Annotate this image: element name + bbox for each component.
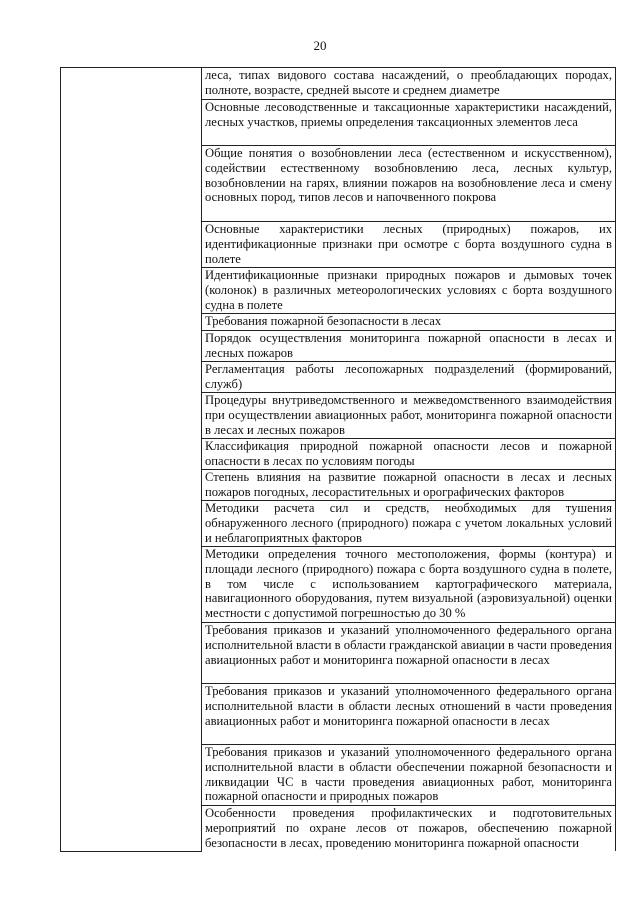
table-cell: леса, типах видового состава насаждений, о преобладающих породах, полноте, возрасте, средней высоте и среднем диаметре [202, 68, 616, 100]
table-cell: Общие понятия о возобновлении леса (естественном и искусственном), содействии естественному возобновлению леса, лесных культур, возобновлении на гарях, влиянии пожаров на возобновление леса и смену основных пород, типов лесов и напочвенного покрова [202, 146, 616, 222]
table-cell: Основные лесоводственные и таксационные характеристики насаждений, лесных участков, приемы определения таксационных элементов леса [202, 100, 616, 146]
table-cell: Идентификационные признаки природных пожаров и дымовых точек (колонок) в различных метеорологических условиях с борта воздушного судна в полете [202, 268, 616, 314]
table-cell: Степень влияния на развитие пожарной опасности в лесах и лесных пожаров погодных, лесорастительных и орографических факторов [202, 470, 616, 501]
table-cell: Основные характеристики лесных (природных) пожаров, их идентификационные признаки при осмотре с борта воздушного судна в полете [202, 222, 616, 268]
left-column-cell [61, 68, 202, 852]
table-cell: Классификация природной пожарной опасности лесов и пожарной опасности в лесах по условиям погоды [202, 439, 616, 470]
table-cell: Особенности проведения профилактических и подготовительных мероприятий по охране лесов от пожаров, обеспечению пожарной безопасности в лесах, проведению мониторинга пожарной опасности [202, 806, 616, 852]
requirements-table [60, 67, 616, 852]
table-cell: Методики определения точного местоположения, формы (контура) и площади лесного (природного) пожара с борта воздушного судна в полете, в том числе с использованием картографического материала, навигационного оборудования, путем визуальной (аэровизуальной) оценки местности с допустимой погрешностью до 30 % [202, 547, 616, 623]
page-number: 20 [313, 38, 327, 53]
table-cell: Требования приказов и указаний уполномоченного федерального органа исполнительной власти в области гражданской авиации в части проведения авиационных работ и мониторинга пожарной опасности в лесах [202, 623, 616, 684]
table-cell: Порядок осуществления мониторинга пожарной опасности в лесах и лесных пожаров [202, 331, 616, 362]
table-cell: Процедуры внутриведомственного и межведомственного взаимодействия при осуществлении авиационных работ, мониторинга пожарной опасности в лесах и лесных пожаров [202, 393, 616, 439]
table-row [61, 68, 616, 100]
table-cell: Регламентация работы лесопожарных подразделений (формирований, служб) [202, 362, 616, 393]
table-cell: Требования приказов и указаний уполномоченного федерального органа исполнительной власти в области обеспечении пожарной безопасности и ликвидации ЧС в части проведения авиационных работ, мониторинга пожарной опасности и природных пожаров [202, 745, 616, 806]
table-cell: Требования приказов и указаний уполномоченного федерального органа исполнительной власти в области лесных отношений в части проведения авиационных работ и мониторинга пожарной опасности в лесах [202, 684, 616, 745]
table-cell: Методики расчета сил и средств, необходимых для тушения обнаруженного лесного (природного) пожара с учетом локальных условий и неблагоприятных факторов [202, 501, 616, 547]
table-cell: Требования пожарной безопасности в лесах [202, 314, 616, 331]
